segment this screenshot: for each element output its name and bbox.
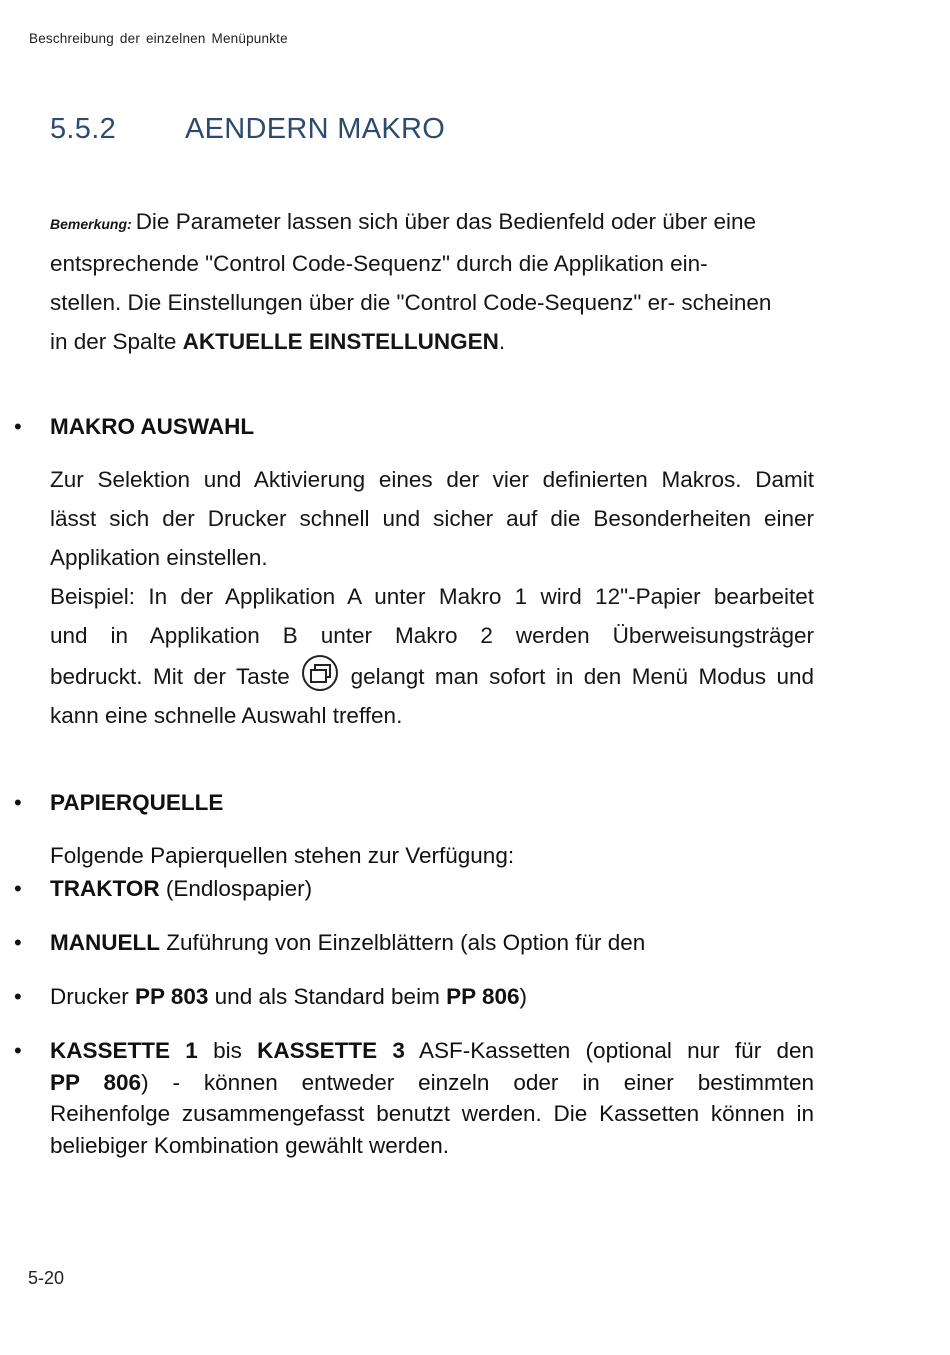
para-line: kann eine schnelle Auswahl treffen. [50,703,403,728]
list-item-drucker [50,981,814,1013]
item-text: Zuführung von Einzelblättern (als Option für den [159,930,646,955]
note-text: . [498,329,506,354]
note-label: Bemerkung: [50,216,132,232]
section-title: AENDERN MAKRO [185,113,446,145]
item-text: und als Standard beim [208,984,447,1009]
item-text: ) [519,984,527,1009]
item-bold-term: KASSETTE 3 [257,1038,405,1063]
list-item-manuell [50,927,814,959]
item-bold-term: PP 806 [50,1069,142,1095]
list-item-kassette [50,1035,814,1161]
para-line: Beispiel: In der Applikation A unter Makro 1 wird 12"-Papier bearbeitet [50,584,814,609]
item-line [50,1035,814,1067]
para-text: gelangt man sofort in den Menü Modus und [350,664,814,689]
makro-auswahl-heading: MAKRO AUSWAHL [50,414,255,439]
papierquelle-intro: Folgende Papierquellen stehen zur Verfügung: [50,843,515,868]
note-text: in der Spalte [50,329,183,354]
item-text: ) - können entweder einzeln oder in einer bestimmten [141,1069,814,1095]
list-item-traktor [50,873,814,905]
makro-auswahl-paragraph [50,460,814,735]
item-line: Reihenfolge zusammengefasst benutzt werden. Die Kassetten können in [50,1101,814,1126]
menu-key-icon [302,655,338,691]
bullet-icon: • [14,930,22,955]
section-heading [50,113,445,146]
item-bold-term: PP 806 [446,984,520,1009]
bullet-icon: • [14,984,22,1009]
note-line: entsprechende "Control Code-Sequenz" durch die Applikation ein- [50,251,708,276]
item-bold-term: PP 803 [135,984,209,1009]
note-paragraph [50,202,820,361]
item-text: Drucker [50,984,136,1009]
section-number: 5.5.2 [50,113,116,145]
bullet-icon: • [14,1038,22,1063]
item-text: ASF-Kassetten (optional nur für den [404,1038,815,1063]
para-line: Applikation einstellen. [50,545,268,570]
running-header: Beschreibung der einzelnen Menüpunkte [29,31,288,46]
item-line [50,1067,814,1099]
para-line [50,655,814,696]
note-line: Die Parameter lassen sich über das Bedienfeld oder über eine [135,209,757,234]
page-number: 5-20 [28,1268,65,1288]
item-bold-term: KASSETTE 1 [50,1038,198,1063]
bullet-icon: • [14,790,22,815]
note-line [50,322,820,361]
item-text: (Endlospapier) [159,876,313,901]
para-line: Zur Selektion und Aktivierung eines der vier definierten Makros. Damit [50,467,814,492]
papierquelle-heading: PAPIERQUELLE [50,790,224,815]
note-bold-term: AKTUELLE EINSTELLUNGEN [182,329,499,354]
para-text: bedruckt. Mit der Taste [50,664,290,689]
bullet-icon: • [14,414,22,439]
item-bold-term: TRAKTOR [50,876,160,901]
item-line: beliebiger Kombination gewählt werden. [50,1132,450,1158]
bullet-icon: • [14,876,22,901]
para-line: und in Applikation B unter Makro 2 werden Überweisungsträger [50,623,814,648]
item-text: bis [197,1038,258,1063]
para-line: lässt sich der Drucker schnell und sicher auf die Besonderheiten einer [50,506,814,531]
note-line: stellen. Die Einstellungen über die "Control Code-Sequenz" er- scheinen [50,290,772,315]
item-bold-term: MANUELL [50,930,160,955]
